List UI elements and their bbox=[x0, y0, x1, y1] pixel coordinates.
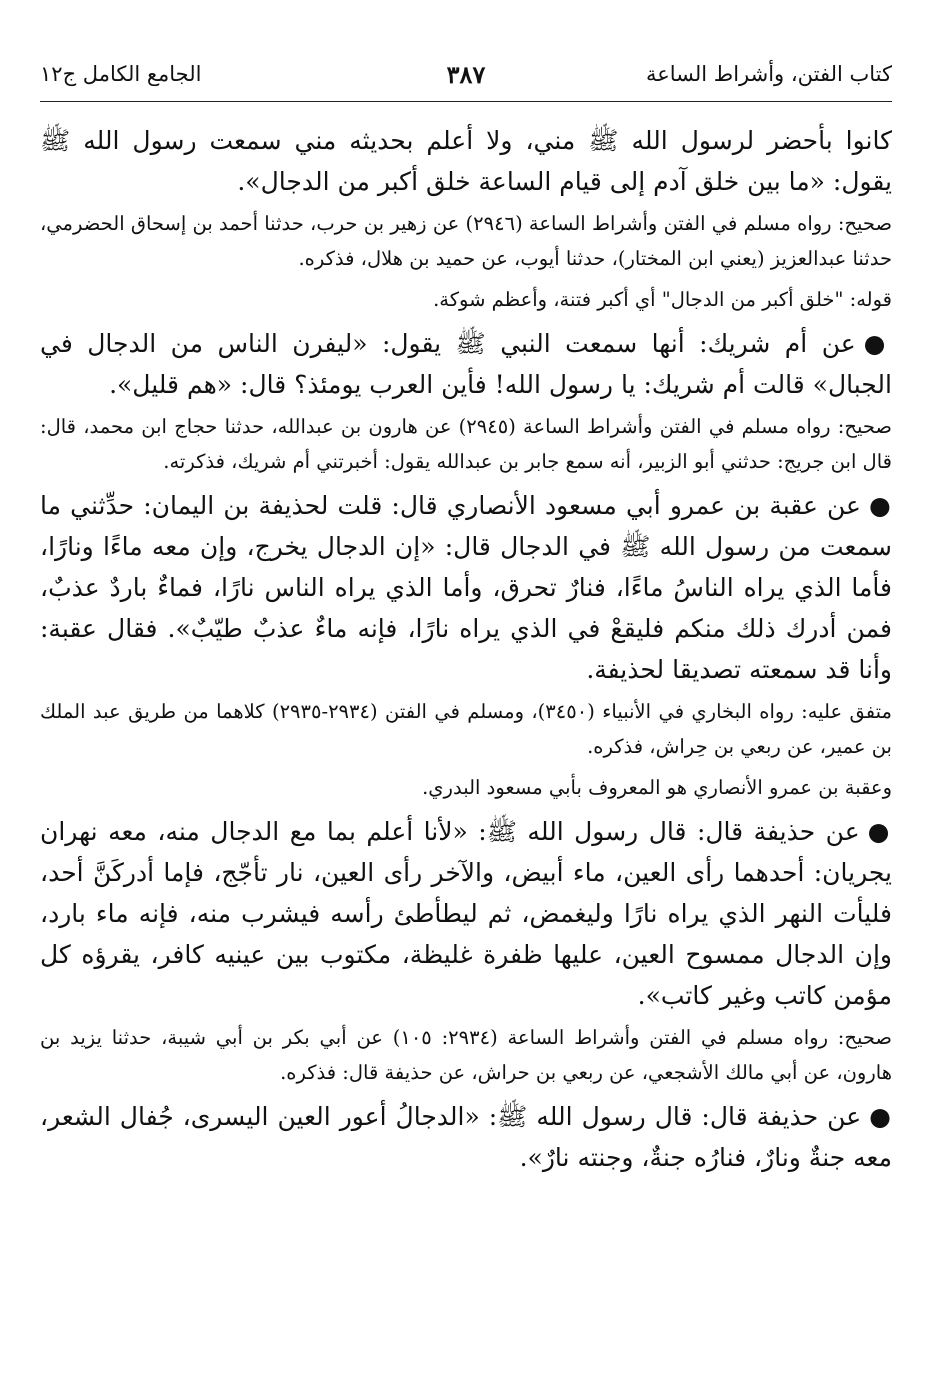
page-number: ٣٨٧ bbox=[446, 59, 486, 89]
book-title: الجامع الكامل ج١٢ bbox=[40, 62, 202, 86]
header-rule bbox=[40, 101, 892, 102]
page-header bbox=[40, 52, 892, 96]
bullet-icon: ● bbox=[863, 329, 892, 358]
commentary-note: قوله: "خلق أكبر من الدجال" أي أكبر فتنة، وأعظم شوكة. bbox=[433, 288, 892, 311]
takhrij-note: صحيح: رواه مسلم في الفتن وأشراط الساعة (٢٩٤٥) عن هارون بن عبدالله، حدثنا حجاج ابن محمد، قال: قال ابن جريج: حدثني أبو الزبير، أنه سمع جابر بن عبدالله يقول: أخبرتني أم شريك، فذكرته. bbox=[40, 415, 892, 473]
takhrij-note: متفق عليه: رواه البخاري في الأنبياء (٣٤٥٠)، ومسلم في الفتن (٢٩٣٤-٢٩٣٥) كلاهما من طريق عبد الملك بن عمير، عن ربعي بن حِراش، فذكره. bbox=[40, 700, 892, 758]
hadith-paragraph: ●عن حذيفة قال: قال رسول الله ﷺ: «لأنا أعلم بما مع الدجال منه، معه نهران يجريان: أحدهما رأى العين، ماء أبيض، والآخر رأى العين، نار تأجّج، فإما أدركَنَّ أحد، فليأت النهر الذي يراه نارًا وليغمض، ثم ليطأطئ رأسه فيشرب منه، فإنه ماء بارد، وإن الدجال ممسوح العين، عليها ظفرة غليظة، مكتوب بين عينيه كافر، يقرؤه كل مؤمن كاتب وغير كاتب». bbox=[40, 817, 892, 1010]
takhrij-note: صحيح: رواه مسلم في الفتن وأشراط الساعة (٢٩٣٤: ١٠٥) عن أبي بكر بن أبي شيبة، حدثنا يزيد بن هارون، عن أبي مالك الأشجعي، عن ربعي بن حراش، عن حذيفة قال: فذكره. bbox=[40, 1026, 892, 1084]
bullet-icon: ● bbox=[869, 1102, 892, 1131]
bullet-icon: ● bbox=[867, 817, 892, 846]
hadith-paragraph: ●عن حذيفة قال: قال رسول الله ﷺ: «الدجالُ أعور العين اليسرى، جُفال الشعر، معه جنةٌ ونارٌ، فنارُه جنةٌ، وجنته نارٌ». bbox=[40, 1102, 892, 1172]
chapter-title: كتاب الفتن، وأشراط الساعة bbox=[645, 62, 892, 86]
hadith-paragraph: كانوا بأحضر لرسول الله ﷺ مني، ولا أعلم بحديثه مني سمعت رسول الله ﷺ يقول: «ما بين خلق آدم إلى قيام الساعة خلق أكبر من الدجال». bbox=[40, 126, 892, 196]
hadith-paragraph: ●عن عقبة بن عمرو أبي مسعود الأنصاري قال: قلت لحذيفة بن اليمان: حدِّثني ما سمعت من رسول الله ﷺ في الدجال قال: «إن الدجال يخرج، وإن معه ماءًا ونارًا، فأما الذي يراه الناسُ ماءًا، فنارٌ تحرق، وأما الذي يراه الناس نارًا، فماءٌ باردٌ عذبٌ، فمن أدرك ذلك منكم فليقعْ في الذي يراه نارًا، فإنه ماءٌ عذبٌ طيّبٌ». فقال عقبة: وأنا قد سمعته تصديقا لحذيفة. bbox=[40, 491, 892, 684]
takhrij-note: صحيح: رواه مسلم في الفتن وأشراط الساعة (٢٩٤٦) عن زهير بن حرب، حدثنا أحمد بن إسحاق الحضرمي، حدثنا عبدالعزيز (يعني ابن المختار)، حدثنا أيوب، عن حميد بن هلال، فذكره. bbox=[40, 212, 893, 270]
hadith-paragraph: ●عن أم شريك: أنها سمعت النبي ﷺ يقول: «ليفرن الناس من الدجال في الجبال» قالت أم شريك: يا رسول الله! فأين العرب يومئذ؟ قال: «هم قليل». bbox=[40, 329, 892, 399]
page-body bbox=[40, 120, 892, 1182]
commentary-note: وعقبة بن عمرو الأنصاري هو المعروف بأبي مسعود البدري. bbox=[422, 776, 892, 799]
bullet-icon: ● bbox=[868, 491, 892, 520]
